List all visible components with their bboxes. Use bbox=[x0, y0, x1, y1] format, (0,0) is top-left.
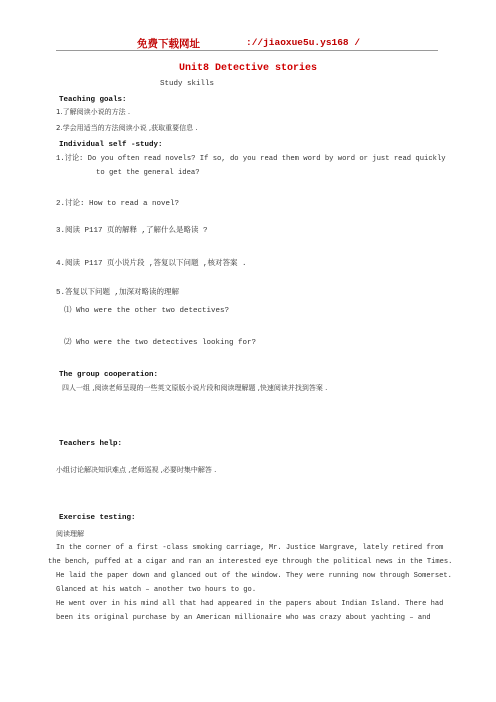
site-url[interactable]: ://jiaoxue5u.ys168 / bbox=[246, 37, 361, 48]
group-cooperation-text: 四人一组 ,阅读老师呈现的一些英文原版小说片段和阅读理解题 ,快速阅读并找到答案 . bbox=[62, 384, 328, 392]
exercise-heading: Exercise testing: bbox=[59, 514, 136, 522]
individual-study-heading: Individual self -study: bbox=[59, 141, 163, 149]
question-4: 4.阅读 P117 页小说片段 ,答复以下问题 ,核对答案 . bbox=[56, 260, 247, 268]
header-divider bbox=[56, 50, 438, 51]
teachers-help-text: 小组讨论解决知识难点 ,老师巡视 ,必要时集中解答 . bbox=[56, 466, 217, 474]
passage-line: been its original purchase by an American millionaire who was crazy about yachting – and bbox=[56, 614, 431, 622]
teaching-goal-1: 1.了解阅读小说的方法 . bbox=[56, 108, 131, 116]
page-title: Unit8 Detective stories bbox=[178, 63, 318, 74]
question-5-sub-2: ⑵ Who were the two detectives looking for? bbox=[64, 339, 257, 347]
page-subtitle: Study skills bbox=[160, 80, 215, 88]
passage-line: In the corner of a first -class smoking carriage, Mr. Justice Wargrave, lately retired from bbox=[56, 544, 444, 552]
teaching-goals-heading: Teaching goals: bbox=[59, 96, 127, 104]
question-5-sub-1: ⑴ Who were the other two detectives? bbox=[64, 307, 230, 315]
site-label: 免费下载网址 bbox=[137, 38, 200, 50]
teaching-goal-2: 2.学会用适当的方法阅读小说 ,获取重要信息 . bbox=[56, 124, 198, 132]
group-cooperation-heading: The group cooperation: bbox=[59, 371, 159, 379]
page-header bbox=[0, 36, 496, 52]
question-1-line-2: to get the general idea? bbox=[96, 169, 200, 177]
question-2: 2.讨论: How to read a novel? bbox=[56, 200, 180, 208]
passage-line: He went over in his mind all that had appeared in the papers about Indian Island. There had bbox=[56, 600, 444, 608]
question-5: 5.答复以下问题 ,加深对略读的理解 bbox=[56, 289, 180, 297]
exercise-label: 阅读理解 bbox=[56, 530, 84, 538]
teachers-help-heading: Teachers help: bbox=[59, 440, 123, 448]
question-3: 3.阅读 P117 页的解释 ,了解什么是略读 ? bbox=[56, 227, 208, 235]
passage-line: the bench, puffed at a cigar and ran an interested eye through the political news in the Times. bbox=[48, 558, 453, 566]
question-1-line-1: 1.讨论: Do you often read novels? If so, do you read them word by word or just read quickly bbox=[56, 155, 446, 163]
passage-line: Glanced at his watch – another two hours to go. bbox=[56, 586, 257, 594]
passage-line: He laid the paper down and glanced out of the window. They were running now through Somerset. bbox=[56, 572, 452, 580]
